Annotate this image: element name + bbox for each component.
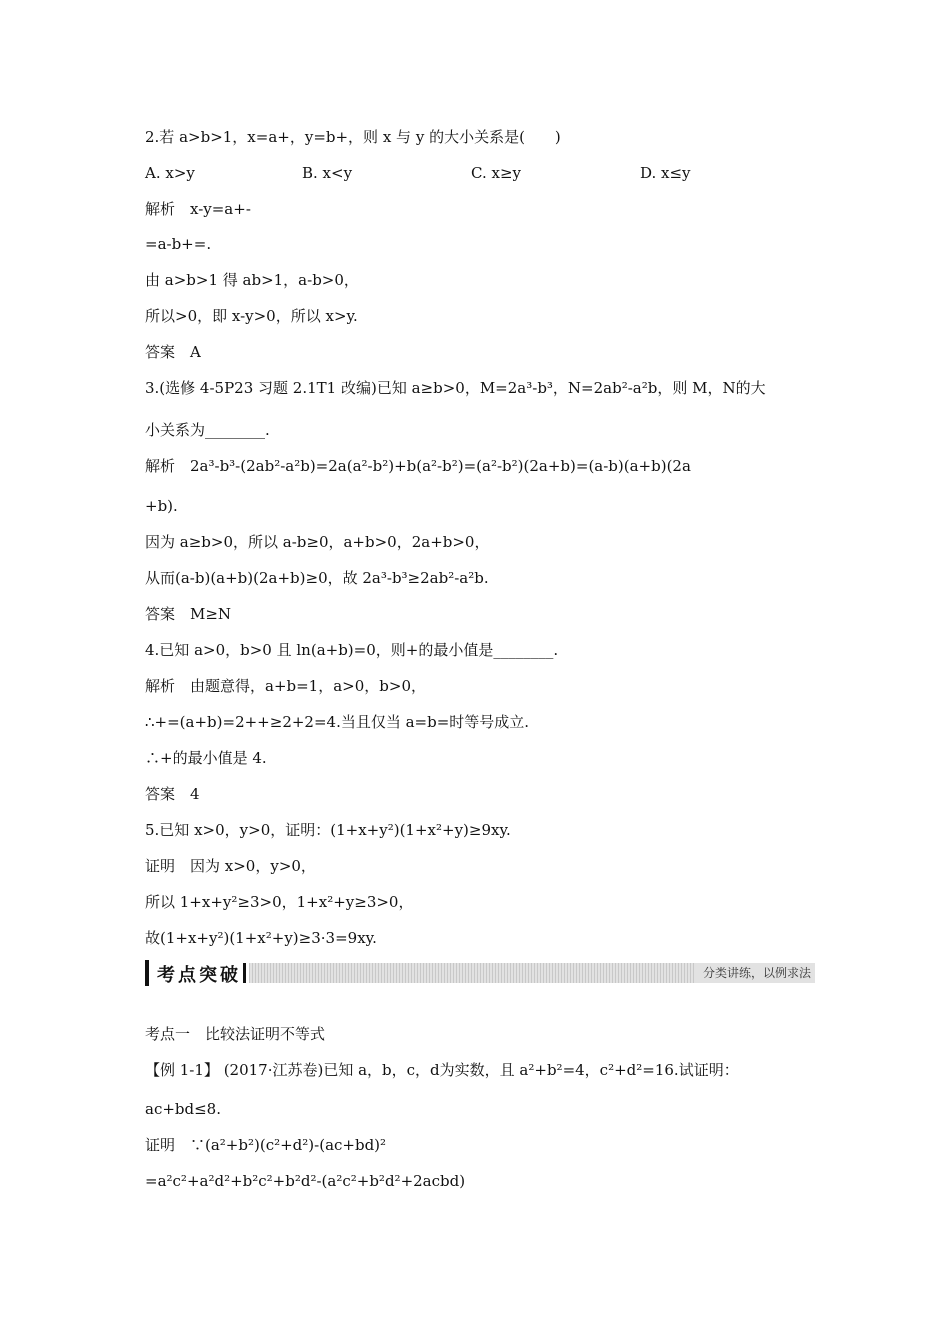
q5-stem: 5.已知 x>0，y>0，证明：(1+x+y²)(1+x²+y)≥9xy. [145,821,511,839]
q4-stem: 4.已知 a>0，b>0 且 ln(a+b)=0，则+的最小值是________. [145,641,559,659]
q3-analysis-line: 从而(a-b)(a+b)(2a+b)≥0，故 2a³-b³≥2ab²-a²b. [145,569,489,587]
example-proof-line: 证明 ∵(a²+b²)(c²+d²)-(ac+bd)² [145,1136,387,1154]
q2-analysis-line: 所以>0，即 x-y>0，所以 x>y. [145,307,358,325]
banner-tag: 分类讲练，以例求法 [695,963,815,983]
q2-analysis-line: 由 a>b>1 得 ab>1，a-b>0， [145,271,359,289]
banner-divider [243,963,246,983]
q3-analysis-line: +b). [145,497,178,515]
q4-answer: 答案 4 [145,785,200,803]
q5-proof-line: 故(1+x+y²)(1+x²+y)≥3·3=9xy. [145,929,377,947]
q3-analysis-line: 因为 a≥b>0，所以 a-b≥0，a+b>0，2a+b>0， [145,533,490,551]
q2-option-d: D. x≤y [640,164,691,182]
section-heading: 考点一 比较法证明不等式 [145,1025,326,1043]
q2-stem: 2.若 a>b>1，x=a+，y=b+，则 x 与 y 的大小关系是( ) [145,128,561,146]
q2-analysis-line: 解析 x-y=a+- [145,200,251,218]
q2-analysis-line: =a-b+=. [145,235,212,253]
q3-stem: 小关系为________. [145,421,270,439]
q2-answer: 答案 A [145,343,201,361]
q3-analysis-line: 解析 2a³-b³-(2ab²-a²b)=2a(a²-b²)+b(a²-b²)=(a²-b²)(2a+b)=(a-b)(a+b)(2a [145,457,691,475]
q4-analysis-line: ∴+的最小值是 4. [145,749,267,767]
q2-option-b: B. x<y [302,164,353,182]
q3-answer: 答案 M≥N [145,605,232,623]
q5-proof-line: 证明 因为 x>0，y>0， [145,857,316,875]
q4-analysis-line: ∴+=(a+b)=2++≥2+2=4.当且仅当 a=b=时等号成立. [145,713,530,731]
section-banner [145,960,815,986]
example-stem: ac+bd≤8. [145,1100,221,1118]
example-proof-line: =a²c²+a²d²+b²c²+b²d²-(a²c²+b²d²+2acbd) [145,1172,466,1190]
banner-bar [145,960,149,986]
q4-analysis-line: 解析 由题意得，a+b=1，a>0，b>0， [145,677,426,695]
q2-option-a: A. x>y [145,164,195,182]
q2-option-c: C. x≥y [471,164,521,182]
q5-proof-line: 所以 1+x+y²≥3>0，1+x²+y≥3>0， [145,893,414,911]
q3-stem: 3.(选修 4-5P23 习题 2.1T1 改编)已知 a≥b>0，M=2a³-b³，N=2ab²-a²b，则 M，N的大 [145,379,766,397]
banner-title: 考点突破 [157,965,241,986]
example-stem: 【例 1-1】 (2017·江苏卷)已知 a，b，c，d为实数，且 a²+b²=4，c²+d²=16.试证明： [145,1061,739,1079]
